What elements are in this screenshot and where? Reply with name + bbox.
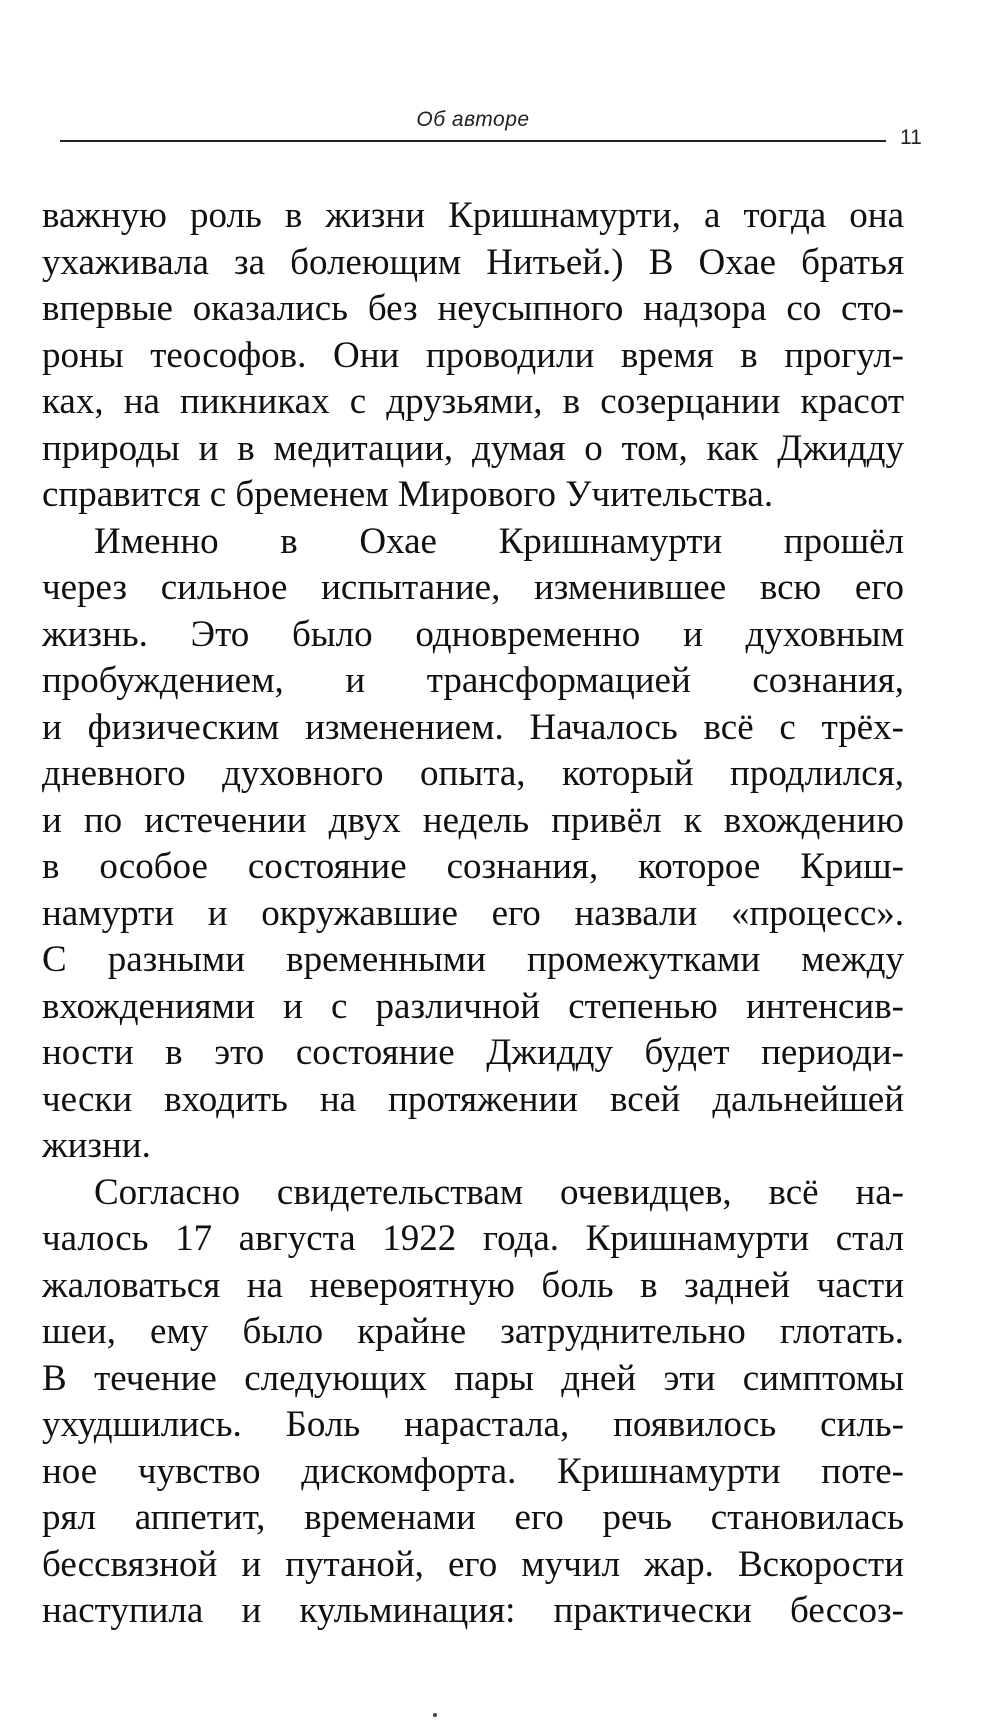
header-rule [60, 140, 886, 142]
text-line: намурти и окружавшие его назвали «процесс». [42, 892, 904, 934]
paragraph-3 [42, 1170, 904, 1635]
text-line: бессвязной и путаной, его мучил жар. Вскорости [42, 1543, 904, 1585]
text-line: через сильное испытание, изменившее всю его [42, 567, 904, 608]
text-line: пробуждением, и трансформацией сознания, [42, 660, 904, 701]
text-line: С разными временными промежутками между [42, 939, 904, 980]
paragraph-1 [42, 193, 904, 519]
text-line: и по истечении двух недель привёл к вхождению [42, 799, 904, 841]
text-line: ухудшились. Боль нарастала, появилось силь- [42, 1404, 904, 1445]
text-line: ухаживала за болеющим Нитьей.) В Охае братья [42, 241, 904, 283]
body-text [42, 193, 904, 1635]
text-line: в особое состояние сознания, которое Криш- [42, 846, 904, 887]
text-line: жизни. [42, 1125, 151, 1166]
text-line: справится с бременем Мирового Учительства. [42, 474, 774, 515]
text-line: жаловаться на невероятную боль в задней части [42, 1264, 904, 1306]
text-line: роны теософов. Они проводили время в прогул- [42, 334, 904, 376]
page-number: 11 [900, 126, 922, 149]
text-line: ках, на пикниках с друзьями, в созерцании красот [42, 381, 904, 422]
text-line: дневного духовного опыта, который продлился, [42, 753, 904, 794]
text-line: Согласно свидетельствам очевидцев, всё на- [94, 1171, 904, 1213]
text-line: шеи, ему было крайне затруднительно глотать. [42, 1311, 904, 1352]
running-head [60, 108, 886, 148]
text-line: В течение следующих пары дней эти симптомы [42, 1357, 904, 1399]
running-title: Об авторе [416, 108, 530, 131]
text-line: вхождениями и с различной степенью интенсив- [42, 985, 904, 1027]
text-line: наступила и кульминация: практически бессоз- [42, 1590, 904, 1631]
text-line: и физическим изменением. Началось всё с трёх- [42, 706, 904, 748]
text-line: ности в это состояние Джидду будет периоди- [42, 1032, 904, 1073]
text-line: природы и в медитации, думая о том, как Джидду [42, 427, 904, 469]
text-line: чески входить на протяжении всей дальнейшей [42, 1078, 904, 1120]
text-line: впервые оказались без неусыпного надзора со сто- [42, 288, 904, 329]
text-line: рял аппетит, временами его речь становилась [42, 1497, 904, 1538]
text-line: жизнь. Это было одновременно и духовным [42, 613, 904, 655]
text-line: важную роль в жизни Кришнамурти, а тогда она [42, 195, 904, 236]
text-line: чалось 17 августа 1922 года. Кришнамурти стал [42, 1218, 904, 1259]
text-line: Именно в Охае Кришнамурти прошёл [94, 520, 904, 562]
text-line: ное чувство дискомфорта. Кришнамурти поте- [42, 1450, 904, 1492]
print-speck [433, 1713, 437, 1717]
paragraph-2 [42, 519, 904, 1170]
